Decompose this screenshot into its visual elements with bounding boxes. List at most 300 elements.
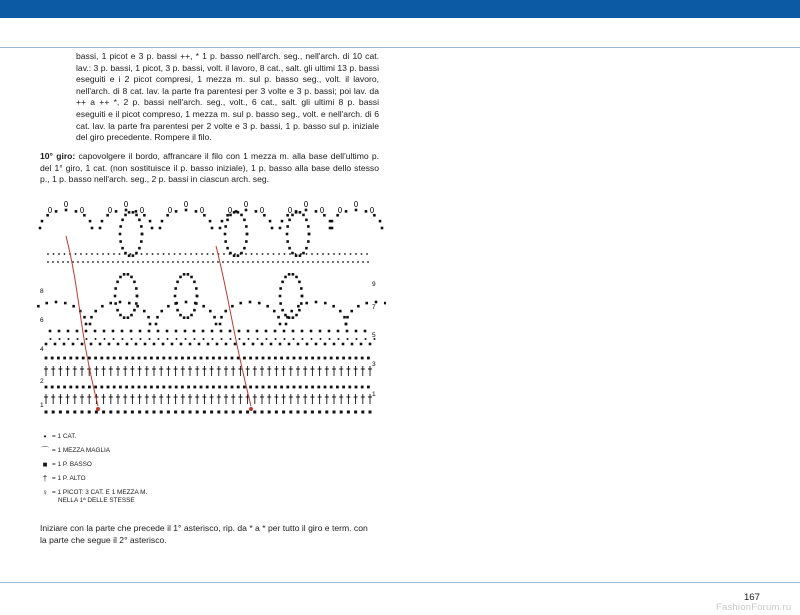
single-crochet-mark bbox=[100, 357, 103, 360]
chain-mark bbox=[95, 338, 97, 340]
chain-mark bbox=[239, 338, 241, 340]
picot-mark bbox=[200, 207, 203, 212]
square-icon: ■ bbox=[42, 460, 48, 469]
chain-mark bbox=[212, 338, 214, 340]
double-crochet-mark bbox=[325, 394, 329, 404]
picot-mark bbox=[260, 207, 263, 212]
double-crochet-mark bbox=[174, 394, 178, 404]
single-crochet-mark bbox=[299, 386, 302, 389]
single-crochet-mark bbox=[315, 343, 318, 346]
double-crochet-mark bbox=[210, 366, 214, 376]
chain-mark bbox=[284, 338, 286, 340]
single-crochet-mark bbox=[200, 386, 203, 389]
chain-mark bbox=[337, 261, 339, 263]
chain-mark bbox=[117, 261, 119, 263]
single-crochet-mark bbox=[143, 310, 146, 313]
single-crochet-mark bbox=[131, 411, 134, 414]
single-crochet-mark bbox=[187, 386, 190, 389]
chain-mark bbox=[77, 261, 79, 263]
single-crochet-mark bbox=[160, 411, 163, 414]
single-crochet-mark bbox=[249, 386, 252, 389]
row-label: 1 bbox=[372, 391, 376, 398]
single-crochet-mark bbox=[149, 323, 152, 326]
single-crochet-mark bbox=[141, 233, 144, 236]
legend-item bbox=[38, 475, 288, 489]
chain-mark bbox=[333, 253, 335, 255]
single-crochet-mark bbox=[76, 386, 79, 389]
single-crochet-mark bbox=[252, 343, 255, 346]
single-crochet-mark bbox=[128, 211, 131, 214]
single-crochet-mark bbox=[179, 314, 182, 317]
single-crochet-mark bbox=[187, 273, 190, 276]
chain-mark bbox=[197, 261, 199, 263]
row-label: 8 bbox=[40, 288, 44, 295]
chain-mark bbox=[320, 338, 322, 340]
double-crochet-mark bbox=[87, 394, 91, 404]
single-crochet-mark bbox=[333, 343, 336, 346]
single-crochet-mark bbox=[174, 287, 177, 290]
single-crochet-mark bbox=[49, 330, 52, 333]
single-crochet-mark bbox=[346, 316, 349, 319]
double-crochet-mark bbox=[123, 394, 127, 404]
chain-mark bbox=[142, 261, 144, 263]
single-crochet-mark bbox=[58, 330, 61, 333]
single-crochet-mark bbox=[94, 357, 97, 360]
row-label: 1 bbox=[40, 402, 44, 409]
single-crochet-mark bbox=[176, 309, 179, 312]
single-crochet-mark bbox=[140, 225, 143, 228]
picot-mark bbox=[228, 207, 231, 212]
single-crochet-mark bbox=[249, 357, 252, 360]
single-crochet-mark bbox=[279, 302, 282, 305]
chain-mark bbox=[108, 253, 110, 255]
single-crochet-mark bbox=[298, 281, 301, 284]
single-crochet-mark bbox=[279, 295, 282, 298]
chain-mark bbox=[59, 338, 61, 340]
picot-mark bbox=[184, 201, 187, 206]
double-crochet-mark bbox=[289, 366, 293, 376]
chain-mark bbox=[97, 253, 99, 255]
double-crochet-mark bbox=[346, 366, 350, 376]
chain-mark bbox=[293, 338, 295, 340]
single-crochet-mark bbox=[174, 302, 177, 305]
single-crochet-mark bbox=[245, 225, 248, 228]
direction-line bbox=[216, 246, 251, 406]
single-crochet-mark bbox=[131, 386, 134, 389]
single-crochet-mark bbox=[109, 302, 112, 305]
single-crochet-mark bbox=[69, 357, 72, 360]
single-crochet-mark bbox=[90, 343, 93, 346]
chain-mark bbox=[182, 261, 184, 263]
single-crochet-mark bbox=[300, 287, 303, 290]
chain-mark bbox=[302, 338, 304, 340]
single-crochet-mark bbox=[175, 210, 178, 213]
single-crochet-mark bbox=[268, 411, 271, 414]
single-crochet-mark bbox=[138, 219, 141, 222]
chain-mark bbox=[196, 253, 198, 255]
chain-mark bbox=[317, 261, 319, 263]
double-crochet-mark bbox=[159, 394, 163, 404]
single-crochet-mark bbox=[239, 411, 242, 414]
legend-text: = 1 PICOT: 3 CAT. E 1 MEZZA M. bbox=[52, 489, 148, 496]
single-crochet-mark bbox=[288, 343, 291, 346]
single-crochet-mark bbox=[81, 411, 84, 414]
chain-mark bbox=[75, 253, 77, 255]
single-crochet-mark bbox=[286, 240, 289, 243]
single-crochet-mark bbox=[226, 247, 229, 250]
double-crochet-mark bbox=[44, 366, 48, 376]
double-crochet-mark bbox=[188, 394, 192, 404]
single-crochet-mark bbox=[328, 330, 331, 333]
single-crochet-mark bbox=[107, 386, 110, 389]
single-crochet-mark bbox=[369, 343, 372, 346]
single-crochet-mark bbox=[135, 343, 138, 346]
chain-mark bbox=[311, 253, 313, 255]
single-crochet-mark bbox=[224, 357, 227, 360]
instructions-paragraph bbox=[76, 51, 379, 144]
double-crochet-mark bbox=[274, 366, 278, 376]
single-crochet-mark bbox=[162, 386, 165, 389]
chain-mark bbox=[227, 261, 229, 263]
single-crochet-mark bbox=[268, 386, 271, 389]
single-crochet-mark bbox=[125, 386, 128, 389]
chain-mark bbox=[317, 253, 319, 255]
chain-mark bbox=[362, 261, 364, 263]
double-crochet-mark bbox=[253, 394, 257, 404]
single-crochet-mark bbox=[148, 330, 151, 333]
chain-mark bbox=[140, 338, 142, 340]
double-crochet-mark bbox=[202, 394, 206, 404]
chain-mark bbox=[113, 338, 115, 340]
double-crochet-mark bbox=[94, 366, 98, 376]
chain-mark bbox=[230, 338, 232, 340]
single-crochet-mark bbox=[180, 343, 183, 346]
double-crochet-mark bbox=[303, 366, 307, 376]
double-crochet-mark bbox=[267, 366, 271, 376]
row-label: 7 bbox=[372, 304, 376, 311]
single-crochet-mark bbox=[88, 386, 91, 389]
double-crochet-mark bbox=[346, 394, 350, 404]
single-crochet-mark bbox=[102, 411, 105, 414]
single-crochet-mark bbox=[348, 357, 351, 360]
single-crochet-mark bbox=[295, 276, 298, 279]
chain-mark bbox=[157, 253, 159, 255]
double-crochet-mark bbox=[310, 366, 314, 376]
chain-mark bbox=[312, 261, 314, 263]
double-crochet-mark bbox=[166, 394, 170, 404]
chain-mark bbox=[240, 253, 242, 255]
chain-mark bbox=[232, 261, 234, 263]
single-crochet-mark bbox=[73, 411, 76, 414]
single-crochet-mark bbox=[37, 305, 40, 308]
single-crochet-mark bbox=[282, 411, 285, 414]
single-crochet-mark bbox=[224, 310, 227, 313]
single-crochet-mark bbox=[150, 386, 153, 389]
single-crochet-mark bbox=[367, 357, 370, 360]
single-crochet-mark bbox=[274, 330, 277, 333]
chain-mark bbox=[163, 253, 165, 255]
chain-mark bbox=[146, 253, 148, 255]
header-divider bbox=[0, 47, 800, 48]
single-crochet-mark bbox=[239, 302, 242, 305]
single-crochet-mark bbox=[138, 386, 141, 389]
double-crochet-mark bbox=[152, 394, 156, 404]
chain-mark bbox=[247, 261, 249, 263]
single-crochet-mark bbox=[226, 214, 229, 217]
single-crochet-mark bbox=[202, 330, 205, 333]
single-crochet-mark bbox=[41, 220, 44, 223]
chain-mark bbox=[267, 261, 269, 263]
chain-mark bbox=[122, 261, 124, 263]
chain-mark bbox=[47, 253, 49, 255]
single-crochet-mark bbox=[144, 386, 147, 389]
legend-item bbox=[38, 433, 288, 447]
single-crochet-mark bbox=[175, 330, 178, 333]
row-label: 4 bbox=[40, 346, 44, 353]
double-crochet-mark bbox=[80, 366, 84, 376]
single-crochet-mark bbox=[324, 343, 327, 346]
double-crochet-mark bbox=[339, 394, 343, 404]
single-crochet-mark bbox=[166, 214, 169, 217]
picot-mark bbox=[304, 201, 307, 206]
chain-mark bbox=[361, 253, 363, 255]
double-crochet-mark bbox=[282, 394, 286, 404]
single-crochet-mark bbox=[246, 233, 249, 236]
single-crochet-mark bbox=[126, 343, 129, 346]
chain-mark bbox=[328, 253, 330, 255]
chain-mark bbox=[203, 338, 205, 340]
single-crochet-mark bbox=[367, 386, 370, 389]
single-crochet-mark bbox=[101, 220, 104, 223]
single-crochet-mark bbox=[229, 330, 232, 333]
single-crochet-mark bbox=[307, 225, 310, 228]
single-crochet-mark bbox=[292, 273, 295, 276]
single-crochet-mark bbox=[281, 281, 284, 284]
chain-mark bbox=[251, 253, 253, 255]
row-label: 9 bbox=[372, 281, 376, 288]
single-crochet-mark bbox=[219, 227, 222, 230]
single-crochet-mark bbox=[290, 310, 293, 313]
single-crochet-mark bbox=[355, 209, 358, 212]
single-crochet-mark bbox=[45, 302, 48, 305]
single-crochet-mark bbox=[143, 214, 146, 217]
single-crochet-mark bbox=[300, 302, 303, 305]
single-crochet-mark bbox=[89, 220, 92, 223]
double-crochet-mark bbox=[361, 366, 365, 376]
double-crochet-mark bbox=[51, 366, 55, 376]
double-crochet-mark bbox=[224, 394, 228, 404]
single-crochet-mark bbox=[59, 411, 62, 414]
single-crochet-mark bbox=[174, 295, 177, 298]
chain-mark bbox=[177, 261, 179, 263]
single-crochet-mark bbox=[101, 305, 104, 308]
page-number: 167 bbox=[744, 592, 760, 603]
double-crochet-mark bbox=[202, 366, 206, 376]
single-crochet-mark bbox=[279, 323, 282, 326]
chain-mark bbox=[77, 338, 79, 340]
chain-mark bbox=[67, 261, 69, 263]
single-crochet-mark bbox=[175, 357, 178, 360]
single-crochet-mark bbox=[355, 386, 358, 389]
single-crochet-mark bbox=[39, 227, 42, 230]
single-crochet-mark bbox=[108, 343, 111, 346]
single-crochet-mark bbox=[45, 343, 48, 346]
single-crochet-mark bbox=[232, 411, 235, 414]
single-crochet-mark bbox=[235, 210, 238, 213]
single-crochet-mark bbox=[144, 343, 147, 346]
single-crochet-mark bbox=[348, 386, 351, 389]
single-crochet-mark bbox=[255, 386, 258, 389]
chain-mark bbox=[332, 261, 334, 263]
top-color-bar bbox=[0, 0, 800, 18]
single-crochet-mark bbox=[311, 357, 314, 360]
double-crochet-mark bbox=[44, 394, 48, 404]
single-crochet-mark bbox=[361, 357, 364, 360]
single-crochet-mark bbox=[174, 411, 177, 414]
single-crochet-mark bbox=[284, 276, 287, 279]
chain-mark bbox=[207, 253, 209, 255]
single-crochet-mark bbox=[114, 302, 117, 305]
single-crochet-mark bbox=[119, 386, 122, 389]
single-crochet-mark bbox=[238, 330, 241, 333]
single-crochet-mark bbox=[211, 330, 214, 333]
single-crochet-mark bbox=[291, 214, 294, 217]
chain-mark bbox=[221, 338, 223, 340]
single-crochet-mark bbox=[114, 295, 117, 298]
chain-mark bbox=[167, 338, 169, 340]
single-crochet-mark bbox=[150, 357, 153, 360]
chain-mark bbox=[172, 261, 174, 263]
double-crochet-mark bbox=[354, 366, 358, 376]
double-crochet-mark bbox=[159, 366, 163, 376]
single-crochet-mark bbox=[219, 323, 222, 326]
double-crochet-mark bbox=[318, 394, 322, 404]
single-crochet-mark bbox=[274, 386, 277, 389]
double-crochet-mark bbox=[51, 394, 55, 404]
chain-mark bbox=[229, 253, 231, 255]
single-crochet-mark bbox=[187, 357, 190, 360]
double-crochet-mark bbox=[116, 366, 120, 376]
chain-mark bbox=[179, 253, 181, 255]
single-crochet-mark bbox=[218, 386, 221, 389]
chain-mark bbox=[356, 338, 358, 340]
single-crochet-mark bbox=[183, 273, 186, 276]
chain-mark bbox=[130, 253, 132, 255]
single-crochet-mark bbox=[295, 210, 298, 213]
chain-mark bbox=[257, 338, 259, 340]
single-crochet-mark bbox=[258, 302, 261, 305]
single-crochet-mark bbox=[76, 357, 79, 360]
single-crochet-mark bbox=[89, 323, 92, 326]
single-crochet-mark bbox=[247, 330, 250, 333]
chain-mark bbox=[162, 261, 164, 263]
row-label: 6 bbox=[40, 317, 44, 324]
chain-mark bbox=[300, 253, 302, 255]
chain-mark bbox=[47, 261, 49, 263]
double-crochet-mark bbox=[303, 394, 307, 404]
single-crochet-mark bbox=[65, 209, 68, 212]
double-crochet-mark bbox=[289, 394, 293, 404]
chain-mark bbox=[50, 338, 52, 340]
single-crochet-mark bbox=[224, 240, 227, 243]
single-crochet-mark bbox=[195, 302, 198, 305]
single-crochet-mark bbox=[261, 343, 264, 346]
chain-mark bbox=[366, 253, 368, 255]
single-crochet-mark bbox=[288, 219, 291, 222]
single-crochet-mark bbox=[245, 209, 248, 212]
single-crochet-mark bbox=[119, 225, 122, 228]
cross-icon: † bbox=[42, 474, 48, 483]
single-crochet-mark bbox=[183, 316, 186, 319]
chain-mark bbox=[92, 261, 94, 263]
chain-mark bbox=[262, 261, 264, 263]
single-crochet-mark bbox=[135, 287, 138, 290]
double-crochet-mark bbox=[109, 366, 113, 376]
single-crochet-mark bbox=[220, 316, 223, 319]
single-crochet-mark bbox=[100, 386, 103, 389]
single-crochet-mark bbox=[94, 386, 97, 389]
chain-mark bbox=[113, 253, 115, 255]
single-crochet-mark bbox=[274, 357, 277, 360]
double-crochet-mark bbox=[138, 366, 142, 376]
chain-mark bbox=[339, 253, 341, 255]
chain-mark bbox=[72, 261, 74, 263]
single-crochet-mark bbox=[156, 357, 159, 360]
single-crochet-mark bbox=[357, 305, 360, 308]
single-crochet-mark bbox=[324, 386, 327, 389]
double-crochet-mark bbox=[188, 366, 192, 376]
single-crochet-mark bbox=[284, 314, 287, 317]
picot-mark bbox=[80, 207, 83, 212]
chain-mark bbox=[58, 253, 60, 255]
single-crochet-mark bbox=[136, 295, 139, 298]
single-crochet-mark bbox=[355, 357, 358, 360]
single-crochet-mark bbox=[175, 386, 178, 389]
double-crochet-mark bbox=[130, 394, 134, 404]
row-label: 2 bbox=[40, 378, 44, 385]
single-crochet-mark bbox=[190, 314, 193, 317]
single-crochet-mark bbox=[263, 214, 266, 217]
single-crochet-mark bbox=[243, 386, 246, 389]
chain-mark bbox=[292, 261, 294, 263]
picot-mark bbox=[124, 201, 127, 206]
single-crochet-mark bbox=[91, 227, 94, 230]
chain-mark bbox=[127, 261, 129, 263]
single-crochet-mark bbox=[245, 240, 248, 243]
single-crochet-mark bbox=[369, 411, 372, 414]
double-crochet-mark bbox=[123, 366, 127, 376]
double-crochet-mark bbox=[195, 394, 199, 404]
single-crochet-mark bbox=[156, 386, 159, 389]
picot-mark bbox=[108, 207, 111, 212]
single-crochet-mark bbox=[343, 316, 346, 319]
direction-line-end bbox=[96, 407, 100, 411]
single-crochet-mark bbox=[315, 301, 318, 304]
single-crochet-mark bbox=[384, 302, 386, 305]
single-crochet-mark bbox=[237, 386, 240, 389]
footer-divider bbox=[0, 582, 800, 583]
single-crochet-mark bbox=[246, 411, 249, 414]
chain-mark bbox=[168, 253, 170, 255]
chain-mark bbox=[174, 253, 176, 255]
single-crochet-mark bbox=[51, 386, 54, 389]
single-crochet-mark bbox=[184, 330, 187, 333]
single-crochet-mark bbox=[171, 343, 174, 346]
chain-mark bbox=[273, 253, 275, 255]
chain-mark bbox=[367, 261, 369, 263]
double-crochet-mark bbox=[174, 366, 178, 376]
single-crochet-mark bbox=[231, 386, 234, 389]
